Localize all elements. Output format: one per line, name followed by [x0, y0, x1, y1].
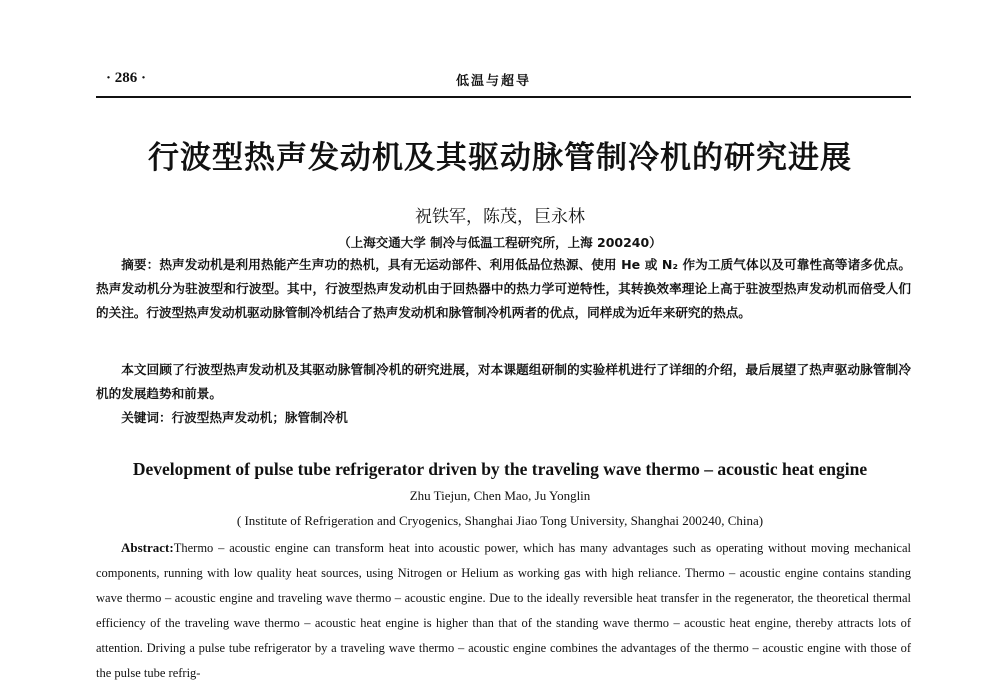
title-english: Development of pulse tube refrigerator driven by the traveling wave thermo – acoustic heat engine: [132, 459, 868, 479]
abstract-chinese: [96, 253, 911, 325]
keywords-chinese: [96, 406, 911, 430]
abstract-label-english: Abstract:: [121, 540, 174, 555]
abstract-english: [96, 535, 911, 686]
authors-english: Zhu Tiejun, Chen Mao, Ju Yonglin: [409, 488, 591, 503]
keywords-text-chinese: 行波型热声发动机；脉管制冷机: [171, 410, 348, 425]
keywords-label-chinese: 关键词：: [121, 410, 172, 425]
running-header: [96, 62, 911, 96]
abstract-label-chinese: 摘要：: [121, 257, 160, 272]
page-number: · 286 ·: [106, 70, 147, 86]
title-chinese: 行波型热声发动机及其驱动脉管制冷机的研究进展: [148, 140, 852, 176]
abstract-text-english: Thermo – acoustic engine can transform heat into acoustic power, which has many advantages such as operating without moving mechanical components, running with low quality heat sources, using Nitrogen or Helium as working gas with high reliance. Thermo – acoustic engine contains standing wave thermo – acoustic engine and traveling wave thermo – acoustic engine. Due to the ideally reversible heat transfer in the regenerator, the theoretical thermal efficiency of the traveling wave thermo – acoustic heat engine is higher than that of the standing wave thermo – acoustic heat engine, thereby attracts lots of attention. Driving a pulse tube refrigerator by a traveling wave thermo – acoustic engine combines the advantages of the thermo – acoustic engine with those of the pulse tube refrig-: [96, 541, 911, 680]
journal-name: 低温与超导: [456, 74, 532, 89]
authors-chinese: 祝铁军，陈茂，巨永林: [415, 207, 585, 227]
abstract-chinese-paragraph-2: 本文回顾了行波型热声发动机及其驱动脉管制冷机的研究进展，对本课题组研制的实验样机进行了详细的介绍，最后展望了热声驱动脉管制冷机的发展趋势和前景。: [96, 362, 911, 401]
header-rule: [96, 96, 911, 98]
affiliation-english: ( Institute of Refrigeration and Cryogenics, Shanghai Jiao Tong University, Shanghai 200240, China): [236, 513, 764, 528]
abstract-text-chinese: 热声发动机是利用热能产生声功的热机，具有无运动部件、利用低品位热源、使用 He 或 N₂ 作为工质气体以及可靠性高等诸多优点。热声发动机分为驻波型和行波型。其中，行波型热声发动机由于回热器中的热力学可逆特性，其转换效率理论上高于驻波型热声发动机而倍受人们的关注。行波型热声发动机驱动脉管制冷机结合了热声发动机和脉管制冷机两者的优点，同样成为近年来研究的热点。: [96, 257, 912, 320]
affiliation-chinese: （上海交通大学 制冷与低温工程研究所，上海 200240）: [338, 235, 662, 250]
